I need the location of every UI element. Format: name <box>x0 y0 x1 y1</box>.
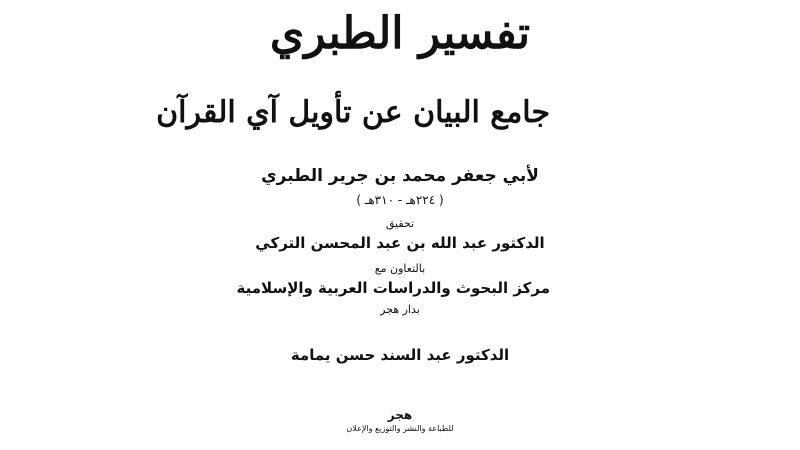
publisher-description: للطباعة والنشر والتوزيع والإعلان <box>346 424 454 433</box>
editor-label: تحقيق <box>385 217 415 230</box>
title-page-content <box>156 0 550 450</box>
second-editor-name: الدكتور عبد السند حسن يمامة <box>290 346 510 364</box>
book-title: تفسير الطبري <box>269 8 531 59</box>
book-subtitle: جامع البيان عن تأويل آي القرآن <box>156 95 550 130</box>
editor-name: الدكتور عبد الله بن عبد المحسن التركي <box>255 234 545 252</box>
author-line: لأبي جعفر محمد بن جرير الطبري <box>261 166 539 186</box>
author-dates: ( ٢٢٤هـ - ٣١٠هـ ) <box>356 193 444 207</box>
publishing-house-line: بدار هجر <box>380 303 420 316</box>
research-center-name: مركز البحوث والدراسات العربية والإسلامية <box>236 279 550 297</box>
collaboration-label: بالتعاون مع <box>374 262 426 275</box>
publisher-logo: هجر <box>387 408 413 422</box>
